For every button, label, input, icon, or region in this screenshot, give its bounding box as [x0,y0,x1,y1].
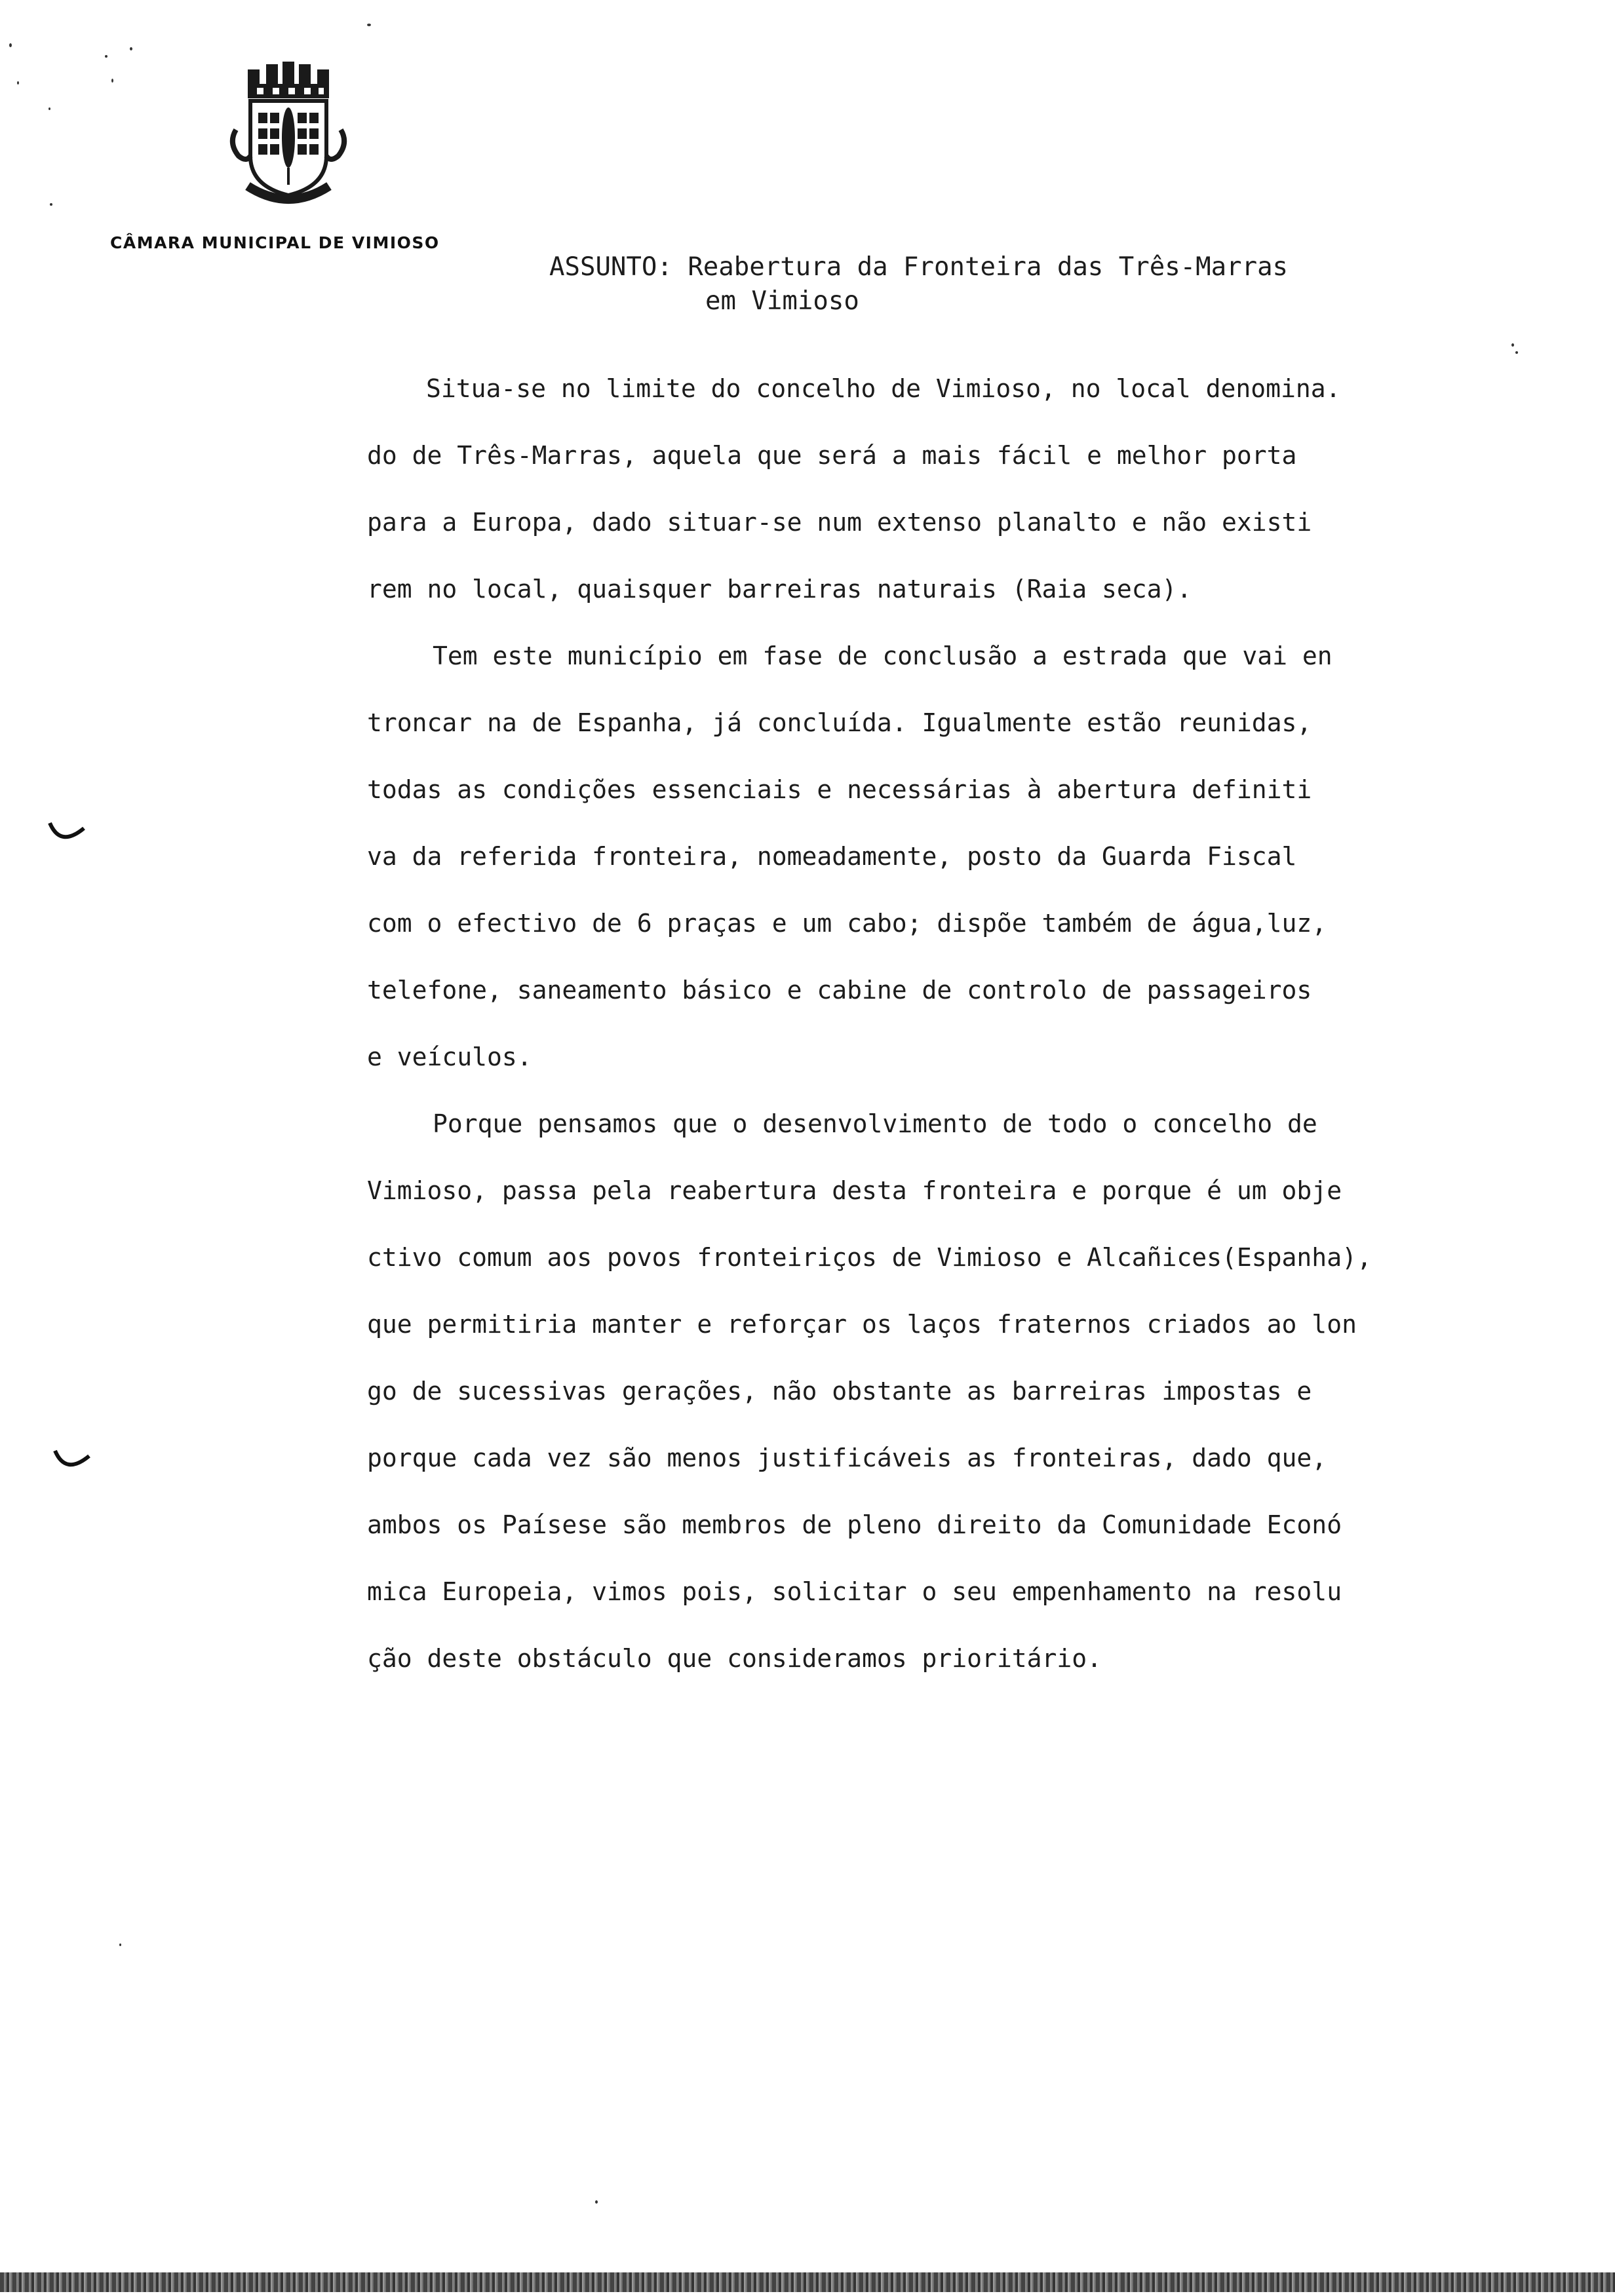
scan-speck [130,47,132,50]
body-line: Porque pensamos que o desenvolvimento de todo o concelho de [433,1109,1317,1138]
body-line: Situa-se no limite do concelho de Vimioso, no local denomina. [426,374,1341,403]
body-line: mica Europeia, vimos pois, solicitar o seu empenhamento na resolu [367,1577,1342,1606]
letter-body [367,372,1547,1709]
scan-speck [1511,343,1514,347]
body-line: go de sucessivas gerações, não obstante as barreiras impostas e [367,1377,1312,1406]
scan-speck [9,43,12,47]
body-line: para a Europa, dado situar-se num extenso planalto e não existi [367,508,1312,537]
scan-edge-noise [0,2272,1615,2292]
body-line: todas as condições essenciais e necessárias à abertura definiti [367,775,1312,804]
body-line: troncar na de Espanha, já concluída. Igualmente estão reunidas, [367,708,1312,737]
scan-speck [119,1943,121,1946]
scan-speck [367,24,371,26]
scan-speck [50,203,52,206]
body-line: porque cada vez são menos justificáveis as fronteiras, dado que, [367,1444,1327,1472]
scan-speck [105,55,107,58]
body-line: ambos os Paísese são membros de pleno direito da Comunidade Econó [367,1510,1342,1539]
body-line: e veículos. [367,1043,532,1071]
punch-hole-mark [52,1447,92,1480]
organization-name: CÂMARA MUNICIPAL DE VIMIOSO [110,233,440,252]
punch-hole-mark [47,819,87,852]
scan-speck [595,2200,598,2204]
body-line: do de Três-Marras, aquela que será a mais fácil e melhor porta [367,441,1297,470]
subject-line-1: ASSUNTO: Reabertura da Fronteira das Três-Marras [549,252,1289,282]
scan-speck [1515,351,1518,354]
body-line: ctivo comum aos povos fronteiriços de Vimioso e Alcañices(Espanha), [367,1243,1372,1272]
subject-heading [549,250,1288,318]
scan-speck [17,81,19,85]
body-line: va da referida fronteira, nomeadamente, posto da Guarda Fiscal [367,842,1297,871]
body-line: rem no local, quaisquer barreiras naturais (Raia seca). [367,575,1192,603]
municipal-crest [210,58,367,215]
scan-speck [111,79,113,83]
body-line: que permitiria manter e reforçar os laços fraternos criados ao lon [367,1310,1357,1339]
scan-speck [49,107,50,110]
body-line: Tem este município em fase de conclusão a estrada que vai en [433,641,1333,670]
body-line: Vimioso, passa pela reabertura desta fronteira e porque é um obje [367,1176,1342,1205]
body-line: com o efectivo de 6 praças e um cabo; dispõe também de água,luz, [367,909,1327,938]
subject-line-2: em Vimioso [705,286,859,316]
body-line: ção deste obstáculo que consideramos prioritário. [367,1644,1102,1673]
body-line: telefone, saneamento básico e cabine de controlo de passageiros [367,976,1312,1004]
